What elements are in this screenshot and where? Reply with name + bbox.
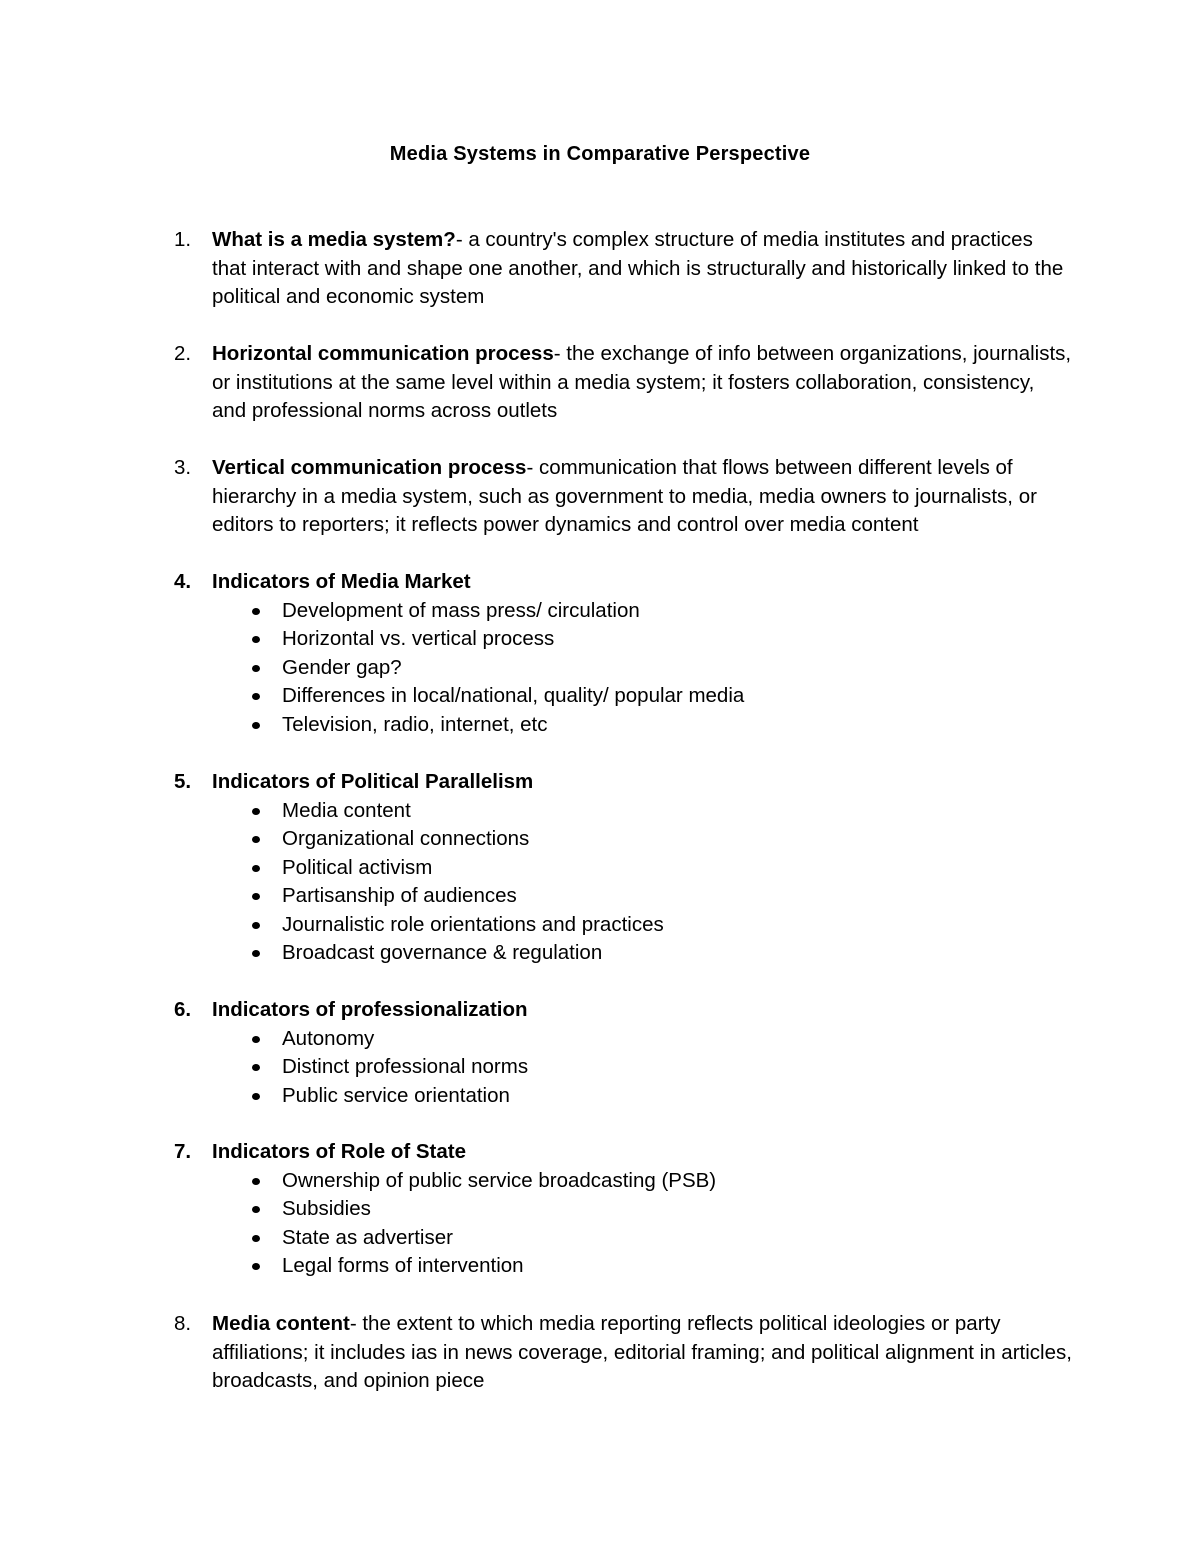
term-label: Vertical communication process	[212, 456, 527, 479]
section-heading: Indicators of Media Market	[212, 570, 471, 593]
list-item-8	[174, 1310, 1072, 1396]
bullet-icon	[252, 608, 260, 615]
bullet-icon	[252, 693, 260, 700]
bullet-text: Media content	[282, 798, 411, 822]
bullet-item	[212, 1167, 1072, 1196]
bullet-item	[212, 854, 1072, 883]
bullet-item	[212, 911, 1072, 940]
bullet-text: Autonomy	[282, 1026, 375, 1050]
bullet-icon	[252, 1263, 260, 1270]
term-definition: - the extent to which media reporting reflects political ideologies or party affiliations; it includes ias in news coverage, editorial framing; and political alignment in articles, broadcasts, and opinion piece	[212, 1312, 1072, 1392]
list-item-3	[174, 454, 1072, 540]
bullet-text: Differences in local/national, quality/ popular media	[282, 684, 745, 707]
bullet-item	[212, 597, 1072, 626]
list-item-6	[174, 996, 1072, 1110]
list-item-5	[174, 768, 1072, 968]
bullet-item	[212, 1082, 1072, 1111]
bullet-icon	[252, 922, 260, 929]
bullet-item	[212, 1252, 1072, 1281]
bullet-text: Subsidies	[282, 1197, 371, 1220]
bullet-item	[212, 625, 1072, 654]
bullet-list	[212, 797, 1072, 968]
bullet-item	[212, 825, 1072, 854]
bullet-item	[212, 654, 1072, 683]
bullet-icon	[252, 808, 260, 815]
bullet-text: Horizontal vs. vertical process	[282, 627, 555, 650]
list-item-4	[174, 568, 1072, 739]
item-number: 6.	[174, 998, 192, 1021]
item-number: 2.	[174, 342, 192, 365]
bullet-text: Ownership of public service broadcasting (PSB)	[282, 1168, 717, 1192]
bullet-item	[212, 882, 1072, 911]
bullet-item	[212, 1025, 1072, 1054]
list-item-2	[174, 340, 1072, 426]
term-label: Horizontal communication process	[212, 342, 554, 365]
bullet-text: Organizational connections	[282, 827, 530, 850]
bullet-icon	[252, 1064, 260, 1071]
bullet-icon	[252, 950, 260, 957]
item-number: 4.	[174, 570, 192, 593]
item-number: 3.	[174, 456, 192, 479]
bullet-icon	[252, 1093, 260, 1100]
list-item-1	[174, 226, 1072, 312]
bullet-item	[212, 1224, 1072, 1253]
item-number: 5.	[174, 770, 192, 793]
bullet-icon	[252, 1036, 260, 1043]
item-number: 1.	[174, 228, 192, 251]
bullet-icon	[252, 636, 260, 643]
bullet-item	[212, 1053, 1072, 1082]
bullet-item	[212, 1195, 1072, 1224]
bullet-icon	[252, 1206, 260, 1213]
bullet-text: Public service orientation	[282, 1083, 510, 1107]
bullet-text: Legal forms of intervention	[282, 1254, 524, 1277]
bullet-text: State as advertiser	[282, 1225, 453, 1249]
bullet-icon	[252, 665, 260, 672]
bullet-text: Television, radio, internet, etc	[282, 712, 548, 736]
bullet-item	[212, 797, 1072, 826]
bullet-list	[212, 1167, 1072, 1281]
bullet-item	[212, 939, 1072, 968]
document-title: Media Systems in Comparative Perspective	[389, 143, 811, 165]
bullet-icon	[252, 865, 260, 872]
bullet-icon	[252, 893, 260, 900]
section-heading: Indicators of professionalization	[212, 998, 528, 1021]
bullet-text: Development of mass press/ circulation	[282, 598, 640, 622]
bullet-text: Distinct professional norms	[282, 1055, 529, 1078]
bullet-text: Political activism	[282, 855, 433, 879]
item-number: 8.	[174, 1312, 192, 1335]
bullet-icon	[252, 1178, 260, 1185]
bullet-list	[212, 597, 1072, 740]
bullet-list	[212, 1025, 1072, 1111]
bullet-text: Gender gap?	[282, 655, 402, 679]
term-definition: - a country's complex structure of media institutes and practices that interact with and shape one another, and which is structurally and historically linked to the political and economic system	[212, 228, 1064, 308]
bullet-text: Partisanship of audiences	[282, 884, 517, 907]
item-number: 7.	[174, 1140, 192, 1163]
section-heading: Indicators of Political Parallelism	[212, 770, 534, 793]
bullet-icon	[252, 1235, 260, 1242]
bullet-item	[212, 682, 1072, 711]
term-definition: - communication that flows between different levels of hierarchy in a media system, such as government to media, media owners to journalists, or editors to reporters; it reflects power dynamics and control over media content	[212, 456, 1037, 536]
bullet-item	[212, 711, 1072, 740]
bullet-text: Journalistic role orientations and practices	[282, 912, 664, 936]
term-label: What is a media system?	[212, 228, 456, 251]
bullet-icon	[252, 836, 260, 843]
bullet-icon	[252, 722, 260, 729]
term-definition: - the exchange of info between organizations, journalists, or institutions at the same level within a media system; it fosters collaboration, consistency, and professional norms across outlets	[212, 342, 1072, 422]
bullet-text: Broadcast governance & regulation	[282, 941, 603, 964]
list-item-7	[174, 1138, 1072, 1281]
term-label: Media content	[212, 1312, 350, 1335]
section-heading: Indicators of Role of State	[212, 1140, 466, 1163]
